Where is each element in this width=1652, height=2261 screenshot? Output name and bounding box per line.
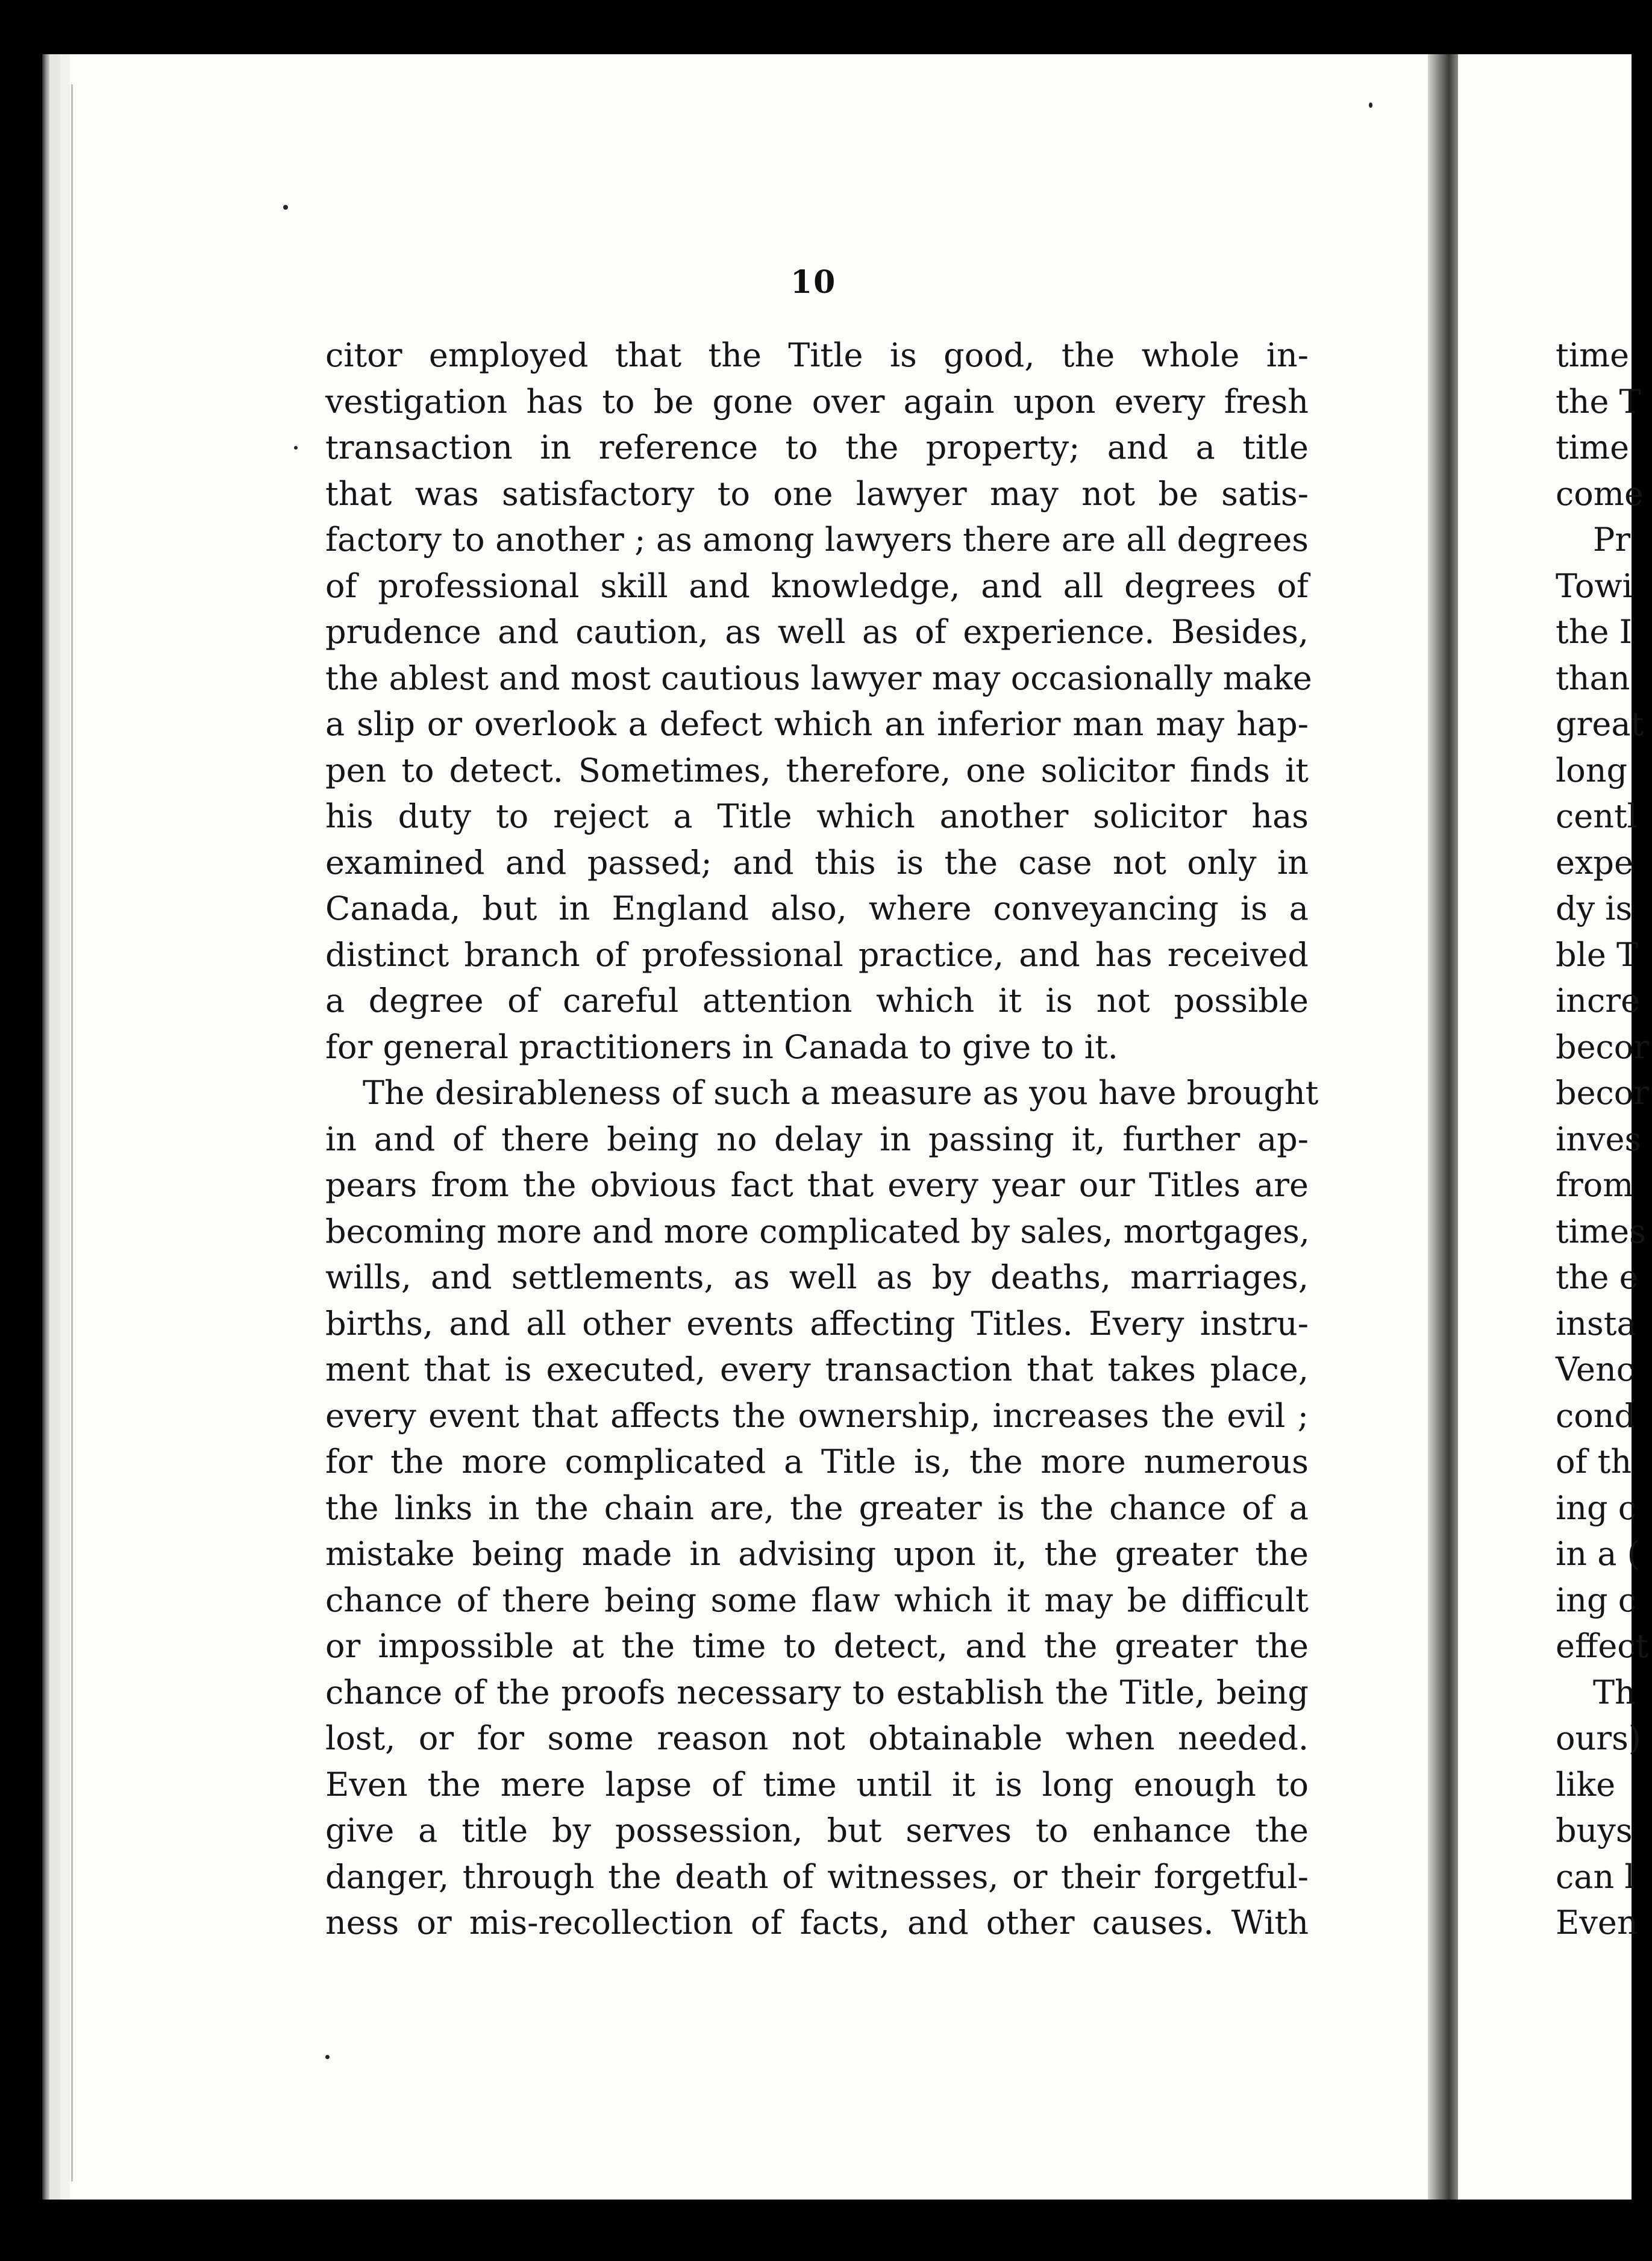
partial-text-line: of th — [1556, 1443, 1632, 1481]
text-line: the ablest and most cautious lawyer may occasionally make — [325, 659, 1312, 697]
partial-text-line: the I — [1556, 613, 1632, 651]
partial-text-line: effect — [1556, 1627, 1649, 1665]
partial-text-line: expe — [1556, 843, 1633, 882]
partial-text-line: time — [1556, 428, 1630, 466]
partial-text-line: ing c — [1556, 1581, 1637, 1619]
text-line: in and of there being no delay in passing it, further ap- — [325, 1120, 1309, 1158]
text-line: births, and all other events affecting Titles. Every instru- — [325, 1304, 1309, 1343]
partial-text-line: ing c — [1556, 1488, 1637, 1527]
text-line: a degree of careful attention which it is not possible — [325, 982, 1309, 1020]
text-line: distinct branch of professional practice, and has received — [325, 935, 1309, 974]
text-line: citor employed that the Title is good, the whole in- — [325, 336, 1309, 374]
text-line: danger, through the death of witnesses, or their forgetful- — [325, 1857, 1309, 1896]
text-line: or impossible at the time to detect, and the greater the — [325, 1627, 1309, 1665]
text-line: his duty to reject a Title which another solicitor has — [325, 797, 1309, 835]
scan-speck — [294, 446, 298, 450]
partial-text-line: becor — [1556, 1074, 1650, 1112]
partial-text-line: in a ( — [1556, 1535, 1640, 1573]
partial-text-line: dy is — [1556, 889, 1633, 927]
text-line: The desirableness of such a measure as you have brought — [363, 1074, 1319, 1112]
right-page-partial-text — [1556, 333, 1652, 1946]
text-line: every event that affects the ownership, increases the evil ; — [325, 1396, 1309, 1435]
text-line: chance of there being some flaw which it may be difficult — [325, 1581, 1309, 1619]
text-line: pears from the obvious fact that every year our Titles are — [325, 1166, 1309, 1204]
text-line: that was satisfactory to one lawyer may not be satis- — [325, 474, 1309, 513]
partial-text-line: ble T — [1556, 935, 1638, 974]
scan-speck — [1369, 102, 1372, 108]
partial-text-line: come — [1556, 474, 1644, 513]
partial-text-line: times — [1556, 1212, 1646, 1250]
partial-text-line: becor — [1556, 1027, 1650, 1066]
text-line: wills, and settlements, as well as by deaths, marriages, — [325, 1258, 1309, 1296]
book-gutter — [1428, 54, 1458, 2200]
scan-speck — [283, 205, 288, 210]
text-line: for the more complicated a Title is, the more numerous — [325, 1443, 1309, 1481]
text-line: ment that is executed, every transaction that takes place, — [325, 1350, 1309, 1388]
page-number: 10 — [790, 264, 837, 301]
partial-text-line: like — [1556, 1765, 1616, 1804]
partial-text-line: Venc — [1556, 1350, 1635, 1388]
partial-text-line: cond — [1556, 1396, 1636, 1435]
text-line: give a title by possession, but serves to enhance the — [325, 1811, 1309, 1849]
text-line: becoming more and more complicated by sales, mortgages, — [325, 1212, 1310, 1250]
partial-text-line: inves — [1556, 1120, 1642, 1158]
text-line: Even the mere lapse of time until it is long enough to — [325, 1765, 1309, 1804]
partial-text-line: from — [1556, 1166, 1634, 1204]
partial-text-line: time — [1556, 336, 1630, 374]
partial-text-line: incre — [1556, 982, 1641, 1020]
partial-text-line: the T — [1556, 382, 1641, 421]
partial-text-line: Th — [1593, 1673, 1636, 1711]
partial-text-line: the e — [1556, 1258, 1639, 1296]
partial-text-line: centl — [1556, 797, 1638, 835]
text-line: ness or mis-recollection of facts, and other causes. With — [325, 1904, 1309, 1942]
text-line: lost, or for some reason not obtainable when needed. — [325, 1719, 1309, 1757]
page-fold-line — [71, 84, 73, 2181]
partial-text-line: ours) — [1556, 1719, 1641, 1757]
text-line: vestigation has to be gone over again upon every fresh — [325, 382, 1309, 421]
text-line: examined and passed; and this is the case not only in — [325, 843, 1309, 882]
partial-text-line: insta — [1556, 1304, 1636, 1343]
partial-text-line: long — [1556, 751, 1628, 789]
text-line: factory to another ; as among lawyers there are all degrees — [325, 521, 1309, 559]
text-line: mistake being made in advising upon it, the greater the — [325, 1535, 1309, 1573]
text-line: a slip or overlook a defect which an inferior man may hap- — [325, 705, 1309, 743]
partial-text-line: Even — [1556, 1904, 1638, 1942]
scan-speck — [325, 2055, 330, 2059]
text-line: chance of the proofs necessary to establish the Title, being — [325, 1673, 1309, 1711]
text-line: prudence and caution, as well as of experience. Besides, — [325, 613, 1309, 651]
partial-text-line: great — [1556, 705, 1644, 743]
text-line: pen to detect. Sometimes, therefore, one solicitor finds it — [325, 751, 1309, 789]
text-line: the links in the chain are, the greater is the chance of a — [325, 1488, 1309, 1527]
left-page-body-text — [325, 333, 1319, 1946]
partial-text-line: Towi — [1556, 566, 1633, 605]
partial-text-line: can l — [1556, 1857, 1635, 1896]
text-line: of professional skill and knowledge, and all degrees of — [325, 566, 1309, 605]
partial-text-line: buys — [1556, 1811, 1633, 1849]
partial-text-line: Pr — [1593, 521, 1631, 559]
text-line: for general practitioners in Canada to give to it. — [325, 1027, 1118, 1066]
partial-text-line: than — [1556, 659, 1630, 697]
text-line: transaction in reference to the property; and a title — [325, 428, 1309, 466]
text-line: Canada, but in England also, where conveyancing is a — [325, 889, 1309, 927]
scan-border-bottom — [0, 2200, 1632, 2261]
